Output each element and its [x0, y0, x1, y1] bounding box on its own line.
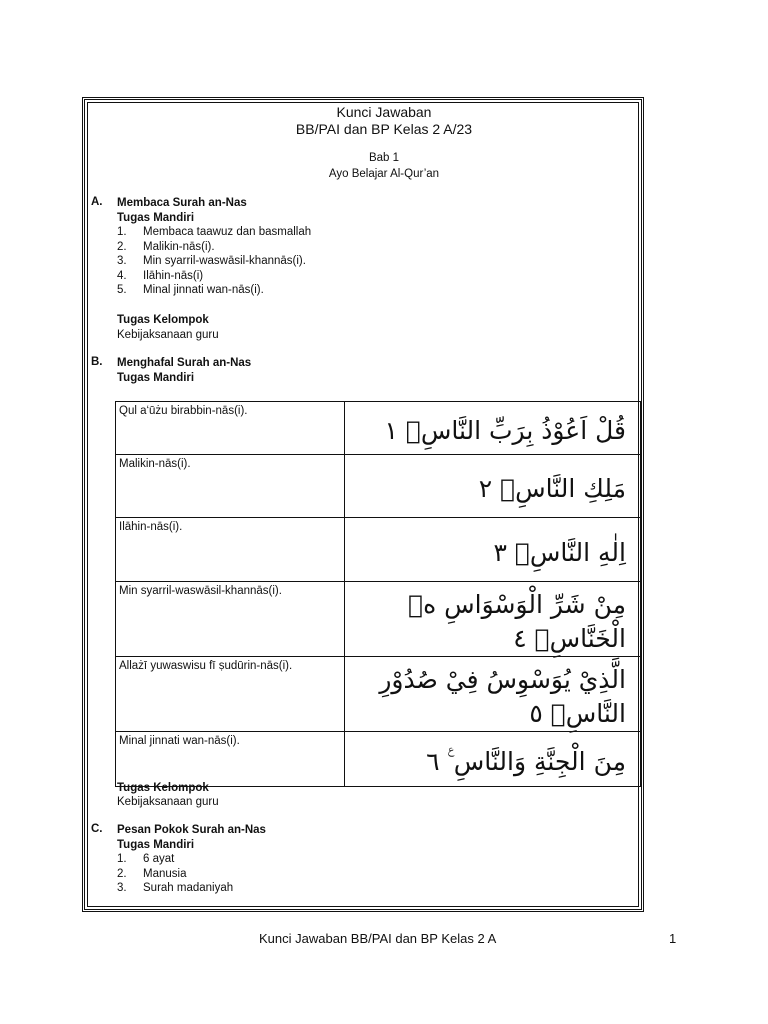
section-a-heading: Membaca Surah an-Nas [117, 197, 247, 209]
section-b-kelompok-text: Kebijaksanaan guru [117, 796, 219, 808]
section-a-tugas-kelompok: Tugas Kelompok [117, 314, 209, 326]
ayat-table [115, 401, 641, 787]
list-item: 1. 6 ayat [117, 853, 175, 865]
table-row [116, 455, 641, 518]
section-c-heading: Pesan Pokok Surah an-Nas [117, 824, 266, 836]
latin-cell: Ilāhin-nās(i). [116, 518, 345, 582]
list-item: 2. Manusia [117, 867, 187, 880]
list-item: 5. Minal jinnati wan-nās(i). [117, 284, 264, 296]
list-item: 2. Malikin-nās(i). [117, 240, 215, 253]
table-row [116, 732, 641, 787]
section-a-list [117, 225, 311, 298]
section-c-list [117, 852, 233, 896]
document-subtitle: BB/PAI dan BP Kelas 2 A/23 [295, 121, 473, 137]
arabic-cell: مِنَ الْجِنَّةِ وَالنَّاسِ ࣖ ٦ [345, 732, 641, 787]
table-row [116, 582, 641, 657]
section-a-tugas-mandiri: Tugas Mandiri [117, 212, 195, 224]
section-c-tugas-mandiri: Tugas Mandiri [117, 839, 195, 851]
latin-cell: Minal jinnati wan-nās(i). [116, 732, 345, 787]
latin-cell: Min syarril-waswāsil-khannās(i). [116, 582, 345, 657]
list-item: 4. Ilāhin-nās(i) [117, 269, 204, 282]
list-item: 3. Surah madaniyah [117, 882, 234, 894]
table-row [116, 518, 641, 582]
section-a-letter: A. [91, 196, 103, 208]
arabic-cell: الَّذِيْ يُوَسْوِسُ فِيْ صُدُوْرِ النَّاسِۙ ٥ [345, 657, 641, 732]
table-row [116, 657, 641, 732]
arabic-cell: مَلِكِ النَّاسِۙ ٢ [345, 455, 641, 518]
chapter-title: Ayo Belajar Al-Qur’an [328, 168, 440, 180]
arabic-cell: مِنْ شَرِّ الْوَسْوَاسِ ەۙ الْخَنَّاسِۖ ٤ [345, 582, 641, 657]
page-number: 1 [669, 931, 677, 946]
table-row [116, 402, 641, 455]
latin-cell: Qul a‘ūżu birabbin-nās(i). [116, 402, 345, 455]
latin-cell: Allażī yuwaswisu fī ṣudūrin-nās(i). [116, 657, 345, 732]
document-title: Kunci Jawaban [336, 104, 432, 120]
latin-cell: Malikin-nās(i). [116, 455, 345, 518]
section-c-letter: C. [91, 823, 103, 835]
section-b-tugas-mandiri: Tugas Mandiri [117, 372, 195, 384]
list-item: 1. Membaca taawuz dan basmallah [117, 226, 312, 238]
section-b-tugas-kelompok: Tugas Kelompok [117, 782, 209, 794]
section-b-letter: B. [91, 356, 103, 368]
chapter-number: Bab 1 [368, 152, 400, 164]
arabic-cell: اِلٰهِ النَّاسِۙ ٣ [345, 518, 641, 582]
list-item: 3. Min syarril-waswāsil-khannās(i). [117, 255, 306, 267]
arabic-cell: قُلْ اَعُوْذُ بِرَبِّ النَّاسِۙ ١ [345, 402, 641, 455]
section-a-kelompok-text: Kebijaksanaan guru [117, 329, 219, 341]
footer-text: Kunci Jawaban BB/PAI dan BP Kelas 2 A [259, 931, 497, 946]
section-b-heading: Menghafal Surah an-Nas [117, 357, 252, 369]
